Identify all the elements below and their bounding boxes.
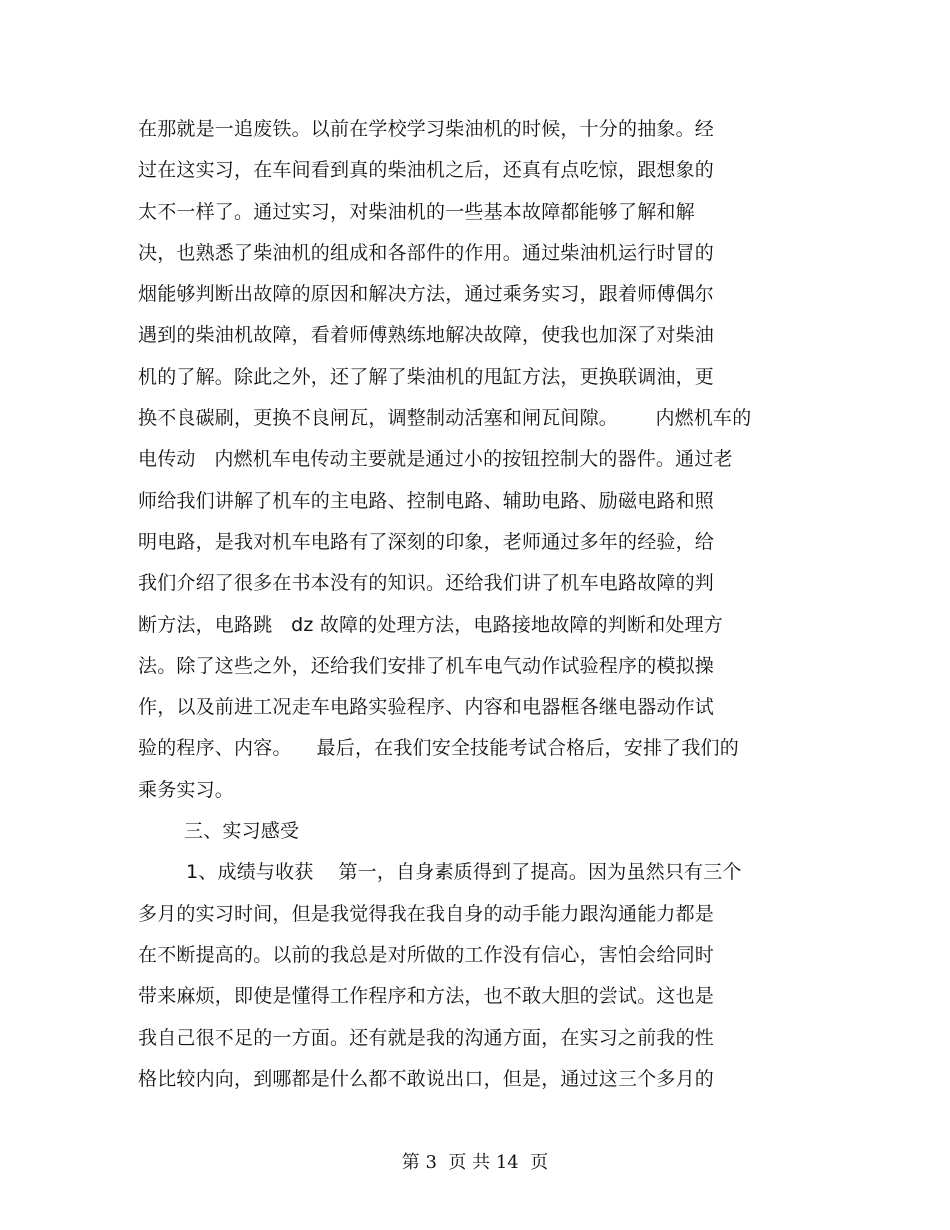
text-line <box>0 443 950 484</box>
text-line <box>0 154 950 195</box>
text-line <box>0 278 950 319</box>
line-text: 机的了解。除此之外，还了解了柴油机的甩缸方法，更换联调油，更 <box>138 365 715 388</box>
line-text: 过在这实习，在车间看到真的柴油机之后，还真有点吃惊，跟想象的 <box>138 159 715 182</box>
text-line <box>0 319 950 360</box>
line-text: 遇到的柴油机故障，看着师傅熟练地解决故障，使我也加深了对柴油 <box>138 324 715 347</box>
line-text: 断方法，电路跳 dz 故障的处理方法，电路接地故障的判断和处理方 <box>138 613 723 636</box>
line-text: 我们介绍了很多在书本没有的知识。还给我们讲了机车电路故障的判 <box>138 572 715 595</box>
text-line <box>0 774 950 815</box>
text-line <box>0 237 950 278</box>
text-line <box>0 113 950 154</box>
section-heading-text: 三、实习感受 <box>184 820 300 843</box>
text-line <box>0 650 950 691</box>
line-text: 乘务实习。 <box>138 778 235 801</box>
line-text: 太不一样了。通过实习，对柴油机的一些基本故障都能够了解和解 <box>138 200 695 223</box>
line-text: 法。除了这些之外，还给我们安排了机车电气动作试验程序的模拟操 <box>138 654 715 677</box>
line-text: 多月的实习时间，但是我觉得我在我自身的动手能力跟沟通能力都是 <box>138 902 715 925</box>
line-text: 决，也熟悉了柴油机的组成和各部件的作用。通过柴油机运行时冒的 <box>138 241 715 264</box>
line-text: 换不良碳刷，更换不良闸瓦，调整制动活塞和闸瓦间隙。 内燃机车的 <box>138 407 752 430</box>
text-line <box>0 526 950 567</box>
line-text: 1、成绩与收获 第一，自身素质得到了提高。因为虽然只有三个 <box>186 861 742 884</box>
section-heading <box>0 815 950 856</box>
line-text: 格比较内向，到哪都是什么都不敢说出口，但是，通过这三个多月的 <box>138 1067 715 1090</box>
body-text <box>0 113 950 1104</box>
line-text: 我自己很不足的一方面。还有就是我的沟通方面，在实习之前我的性 <box>138 1026 715 1049</box>
text-line <box>0 939 950 980</box>
text-line <box>0 732 950 773</box>
line-text: 作，以及前进工况走车电路实验程序、内容和电器框各继电器动作试 <box>138 696 715 719</box>
text-line <box>0 980 950 1021</box>
line-text: 在不断提高的。以前的我总是对所做的工作没有信心，害怕会给同时 <box>138 943 715 966</box>
page-number-footer: 第 3 页 共 14 页 <box>401 1152 549 1173</box>
line-text: 明电路，是我对机车电路有了深刻的印象，老师通过多年的经验，给 <box>138 530 715 553</box>
line-text: 在那就是一追废铁。以前在学校学习柴油机的时候，十分的抽象。经 <box>138 118 715 140</box>
line-text: 验的程序、内容。 最后，在我们安全技能考试合格后，安排了我们的 <box>138 737 739 760</box>
text-line <box>0 609 950 650</box>
line-text: 烟能够判断出故障的原因和解决方法，通过乘务实习，跟着师傅偶尔 <box>138 283 715 306</box>
line-text: 电传动 内燃机车电传动主要就是通过小的按钮控制大的器件。通过老 <box>138 448 733 471</box>
text-line <box>0 856 950 897</box>
text-line <box>0 898 950 939</box>
text-line <box>0 196 950 237</box>
text-line <box>0 361 950 402</box>
line-text: 师给我们讲解了机车的主电路、控制电路、辅助电路、励磁电路和照 <box>138 489 715 512</box>
text-line <box>0 1022 950 1063</box>
text-line <box>0 1063 950 1104</box>
text-line <box>0 402 950 443</box>
text-line <box>0 691 950 732</box>
text-line <box>0 567 950 608</box>
text-line <box>0 485 950 526</box>
line-text: 带来麻烦，即使是懂得工作程序和方法，也不敢大胆的尝试。这也是 <box>138 985 715 1008</box>
